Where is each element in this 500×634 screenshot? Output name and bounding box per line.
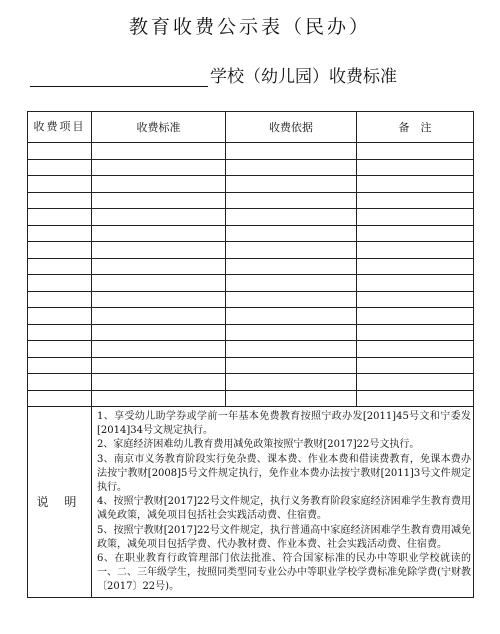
table-header-row [28, 112, 474, 143]
note-item: 1、享受幼儿助学券或学前一年基本免费教育按照宁政办发[2011]45号文和宁委发[2014]34号文规定执行。 [97, 411, 471, 437]
table-cell [28, 390, 92, 407]
table-cell [92, 374, 226, 391]
fee-table [27, 111, 474, 598]
header-fee-standard: 收费标准 [92, 112, 226, 143]
table-cell [28, 225, 92, 242]
table-cell [226, 258, 357, 275]
table-cell [226, 275, 357, 292]
table-cell [357, 225, 474, 242]
table-row [28, 275, 474, 292]
table-row [28, 176, 474, 193]
table-cell [28, 308, 92, 325]
table-row [28, 209, 474, 226]
table-row [28, 374, 474, 391]
table-cell [92, 209, 226, 226]
table-cell [92, 308, 226, 325]
note-item: 5、按照宁教财[2017]22号文件规定，执行普通高中家庭经济困难学生教育费用减免政策，减免项目包括学费、代办教材费、作业本费、社会实践活动费、住宿费。 [97, 524, 471, 550]
table-cell [357, 159, 474, 176]
page-title: 教育收费公示表（民办） [128, 16, 371, 38]
table-cell [28, 176, 92, 193]
table-cell [28, 209, 92, 226]
table-cell [226, 357, 357, 374]
table-cell [357, 275, 474, 292]
table-cell [226, 308, 357, 325]
table-cell [357, 341, 474, 358]
table-row [28, 357, 474, 374]
table-cell [28, 291, 92, 308]
table-cell [357, 357, 474, 374]
notes-cell [92, 407, 474, 598]
table-cell [28, 341, 92, 358]
table-cell [92, 275, 226, 292]
table-row [28, 258, 474, 275]
table-cell [28, 324, 92, 341]
note-item: 3、南京市义务教育阶段实行免杂费、课本费、作业本费和借读费教育，免课本费办法按宁教财[2008]5号文件规定执行，免作业本费办法按宁教财[2011]3号文件规定执行。 [97, 453, 471, 494]
table-row [28, 159, 474, 176]
table-cell [226, 143, 357, 160]
table-cell [226, 225, 357, 242]
table-cell [226, 374, 357, 391]
table-cell [226, 324, 357, 341]
note-item: 4、按照宁教财[2017]22号文件规定，执行义务教育阶段家庭经济困难学生教育费用减免政策，减免项目包括社会实践活动费、住宿费。 [97, 496, 471, 522]
header-fee-item: 收费项目 [28, 112, 92, 143]
notes-row [28, 407, 474, 598]
table-cell [92, 324, 226, 341]
table-cell [28, 159, 92, 176]
table-row [28, 324, 474, 341]
table-cell [92, 192, 226, 209]
table-cell [92, 143, 226, 160]
table-cell [28, 275, 92, 292]
subtitle-text: 学校（幼儿园）收费标准 [210, 67, 397, 87]
table-row [28, 341, 474, 358]
table-cell [28, 258, 92, 275]
table-cell [357, 143, 474, 160]
table-cell [92, 225, 226, 242]
school-name-blank [30, 68, 208, 87]
table-cell [226, 209, 357, 226]
notes-label: 说 明 [28, 407, 92, 598]
table-cell [357, 176, 474, 193]
table-cell [28, 192, 92, 209]
table-cell [28, 357, 92, 374]
form-subtitle [30, 62, 470, 87]
table-cell [357, 390, 474, 407]
table-cell [357, 324, 474, 341]
table-cell [357, 192, 474, 209]
table-cell [226, 242, 357, 259]
header-fee-basis: 收费依据 [226, 112, 357, 143]
table-cell [92, 390, 226, 407]
table-cell [226, 159, 357, 176]
table-cell [92, 258, 226, 275]
table-cell [92, 159, 226, 176]
table-cell [28, 242, 92, 259]
table-row [28, 308, 474, 325]
table-row [28, 390, 474, 407]
table-cell [226, 291, 357, 308]
table-cell [92, 291, 226, 308]
table-cell [357, 209, 474, 226]
table-cell [226, 341, 357, 358]
table-cell [92, 242, 226, 259]
table-row [28, 143, 474, 160]
header-remarks: 备 注 [357, 112, 474, 143]
table-row [28, 225, 474, 242]
table-row [28, 192, 474, 209]
table-row [28, 291, 474, 308]
table-cell [28, 143, 92, 160]
table-row [28, 242, 474, 259]
table-cell [92, 176, 226, 193]
table-cell [226, 192, 357, 209]
table-cell [357, 291, 474, 308]
note-item: 2、家庭经济困难幼儿教育费用减免政策按照宁教财[2017]22号文执行。 [97, 439, 420, 451]
table-cell [357, 242, 474, 259]
table-cell [92, 341, 226, 358]
table-cell [28, 374, 92, 391]
table-cell [357, 258, 474, 275]
note-item: 6、在职业教育行政管理部门依法批准、符合国家标准的民办中等职业学校就读的一、二、三年级学生，按照同类型同专业公办中等职业学校学费标准免除学费(宁财教〔2017〕22号)。 [97, 553, 471, 593]
table-cell [226, 390, 357, 407]
table-cell [92, 357, 226, 374]
table-cell [357, 308, 474, 325]
table-cell [357, 374, 474, 391]
table-cell [226, 176, 357, 193]
